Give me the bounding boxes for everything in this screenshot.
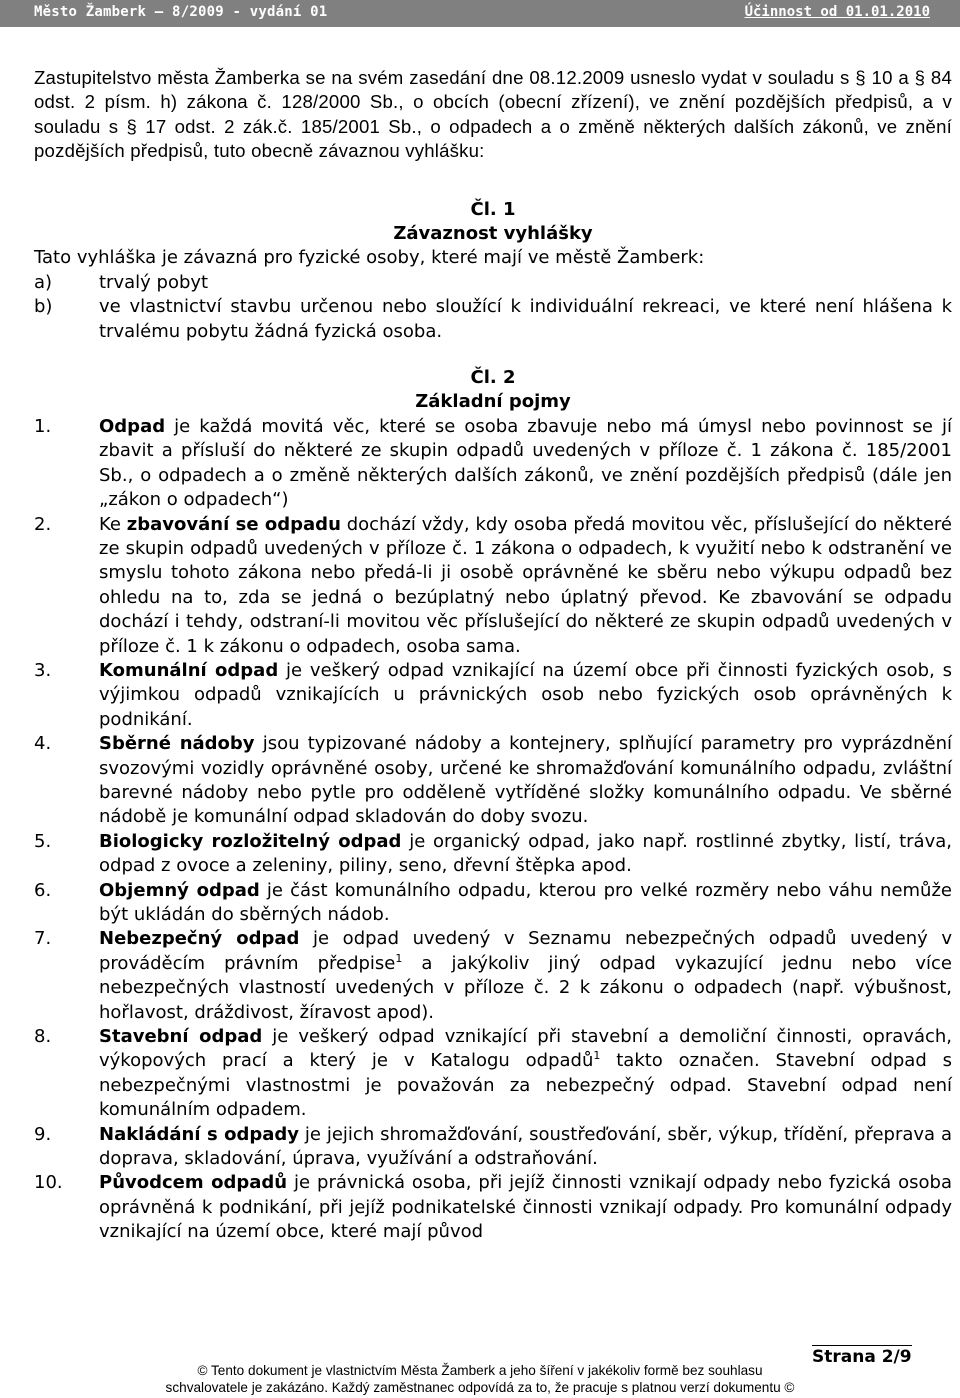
- definition-text: je jejich shromažďování, soustřeďování, sběr, výkup, třídění, přeprava a doprava, skladování, úprava, využívání a odstraňování.: [99, 1123, 952, 1170]
- definition-text: dochází vždy, kdy osoba předá movitou věc, příslušející do některé ze skupin odpadů uvedených v příloze č. 1 zákona o odpadech, k využití nebo k odstranění ve smyslu tohoto zákona nebo předá-li ji osobě oprávněné ke sběru nebo výkupu odpadů bez ohledu na to, zda se jedná o bezúplatný nebo úplatný převod. Ke zbavování se odpadu dochází i tehdy, odstraní-li movitou věc příslušející do některé ze skupin odpadů uvedených v příloze č. 1 k zákonu o odpadech, osoba sama.: [99, 513, 952, 657]
- document-body: [34, 66, 952, 1245]
- intro-paragraph: Zastupitelstvo města Žamberka se na svém zasedání dne 08.12.2009 usneslo vydat v souladu s § 10 a § 84 odst. 2 písm. h) zákona č. 128/2000 Sb., o obcích (obecní zřízení), ve znění pozdějších předpisů, a v souladu s § 17 odst. 2 zák.č. 185/2001 Sb., o odpadech a o změně některých dalších zákonů, ve znění pozdějších předpisů, tuto obecně závaznou vyhlášku:: [34, 67, 952, 162]
- definition-number: 7.: [34, 928, 52, 950]
- article-1-list: [34, 271, 952, 344]
- definition-text: je veškerý odpad vznikající při stavební a demoliční činnosti, opravách, výkopových prací a který je v Katalogu odpadů: [99, 1026, 952, 1072]
- definition-item: [34, 1123, 952, 1172]
- header-effective-date: Účinnost od 01.01.2010: [744, 4, 930, 20]
- definition-item: [34, 513, 952, 659]
- list-item: [34, 295, 952, 344]
- article-2-number: Čl. 2: [470, 367, 516, 389]
- article-1-number: Čl. 1: [470, 198, 516, 220]
- page-header: [0, 0, 960, 27]
- definition-item: [34, 830, 952, 879]
- article-2-list: [34, 415, 952, 1245]
- header-document-title: Město Žamberk – 8/2009 - vydání 01: [34, 4, 328, 20]
- definition-text: je organický odpad, jako např. rostlinné zbytky, listí, tráva, odpad z ovoce a zeleniny, piliny, seno, dřevní štěpka apod.: [99, 830, 952, 877]
- article-1-title: Závaznost vyhlášky: [393, 223, 593, 245]
- definition-text: je právnická osoba, při jejíž činnosti vznikají odpady nebo fyzická osoba oprávněná k podnikání, při jejíž podnikatelské činnosti vznikají odpady. Pro komunální odpady vznikající na území obce, které mají původ: [99, 1172, 953, 1243]
- definition-text: je část komunálního odpadu, kterou pro velké rozměry nebo váhu nemůže být ukládán do sběrných nádob.: [99, 879, 952, 925]
- definition-number: 10.: [34, 1172, 63, 1194]
- page-number: Strana 2/9: [812, 1347, 912, 1367]
- definition-term: Nakládání s odpady: [99, 1123, 299, 1145]
- list-item: [34, 271, 952, 295]
- definition-text: je odpad uvedený v Seznamu nebezpečných odpadů uvedený v prováděcím právním předpise: [99, 928, 952, 974]
- footnote-ref: 1: [593, 1049, 601, 1063]
- definition-number: 6.: [34, 879, 52, 901]
- definition-term: Sběrné nádoby: [99, 733, 255, 755]
- definition-term: Původcem odpadů: [99, 1172, 288, 1194]
- footnote-ref: 1: [395, 951, 403, 965]
- definition-item: [34, 732, 952, 830]
- definition-number: 1.: [34, 415, 52, 437]
- definition-text-cont: a jakýkoliv jiný odpad vykazující jednu nebo více nebezpečných vlastností uvedených v příloze č. 2 k zákonu o odpadech (např. výbušnost, hořlavost, dráždivost, žíravost apod).: [99, 952, 953, 1023]
- footer-copyright-line-2: schvalovatele je zakázáno. Každý zaměstnanec odpovídá za to, že pracuje s platnou verzí dokumentu ©: [165, 1380, 795, 1395]
- definition-number: 4.: [34, 733, 52, 755]
- definition-term: zbavování se odpadu: [126, 513, 341, 535]
- list-item-label: a): [34, 271, 53, 293]
- definition-number: 5.: [34, 830, 52, 852]
- definition-item: [34, 659, 952, 732]
- list-item-text: ve vlastnictví stavbu určenou nebo sloužící k individuální rekreaci, ve které není hlášena k trvalému pobytu žádná fyzická osoba.: [99, 296, 952, 342]
- definition-prefix: Ke: [99, 513, 127, 535]
- definition-term: Odpad: [99, 415, 166, 437]
- definition-text: je každá movitá věc, které se osoba zbavuje nebo má úmysl nebo povinnost se jí zbavit a přísluší do některé ze skupin odpadů uvedených v příloze č. 1 zákona č. 185/2001 Sb., o odpadech a o změně některých dalších zákonů, ve znění pozdějších předpisů (dále jen „zákon o odpadech“): [99, 415, 952, 511]
- definition-text: je veškerý odpad vznikající na území obce při činnosti fyzických osob, s výjimkou odpadů vznikajících u právnických osob nebo fyzických osob oprávněných k podnikání.: [99, 659, 952, 730]
- definition-item: [34, 879, 952, 928]
- article-2-title: Základní pojmy: [415, 391, 571, 413]
- list-item-text: trvalý pobyt: [99, 271, 209, 293]
- article-1-lead: Tato vyhláška je závazná pro fyzické osoby, které mají ve městě Žamberk:: [34, 247, 705, 269]
- footer-copyright-line-1: © Tento dokument je vlastnictvím Města Žamberk a jeho šíření v jakékoliv formě bez souhlasu: [197, 1363, 763, 1378]
- definition-item: [34, 927, 952, 1025]
- definition-number: 2.: [34, 513, 52, 535]
- definition-term: Komunální odpad: [99, 659, 279, 681]
- definition-term: Nebezpečný odpad: [99, 928, 300, 950]
- definition-item: [34, 415, 952, 513]
- definition-number: 9.: [34, 1123, 52, 1145]
- definition-text-cont: takto označen. Stavební odpad s nebezpečnými vlastnostmi je považován za nebezpečný odpad. Stavební odpad není komunálním odpadem.: [99, 1050, 952, 1121]
- definition-number: 3.: [34, 659, 52, 681]
- list-item-label: b): [34, 296, 53, 318]
- definition-item: [34, 1171, 952, 1244]
- definition-term: Stavební odpad: [99, 1026, 263, 1048]
- definition-text: jsou typizované nádoby a kontejnery, splňující parametry pro vyprázdnění svozovými vozidly oprávněné osoby, určené ke shromažďování komunálního odpadu, zvláštní barevné nádoby nebo pytle pro odděleně vytříděné složky komunálního odpadu. Ve sběrné nádobě je komunální odpad skladován do doby svozu.: [99, 733, 952, 828]
- definition-term: Objemný odpad: [99, 879, 260, 901]
- definition-number: 8.: [34, 1026, 52, 1048]
- definition-item: [34, 1025, 952, 1123]
- definition-term: Biologicky rozložitelný odpad: [99, 830, 402, 852]
